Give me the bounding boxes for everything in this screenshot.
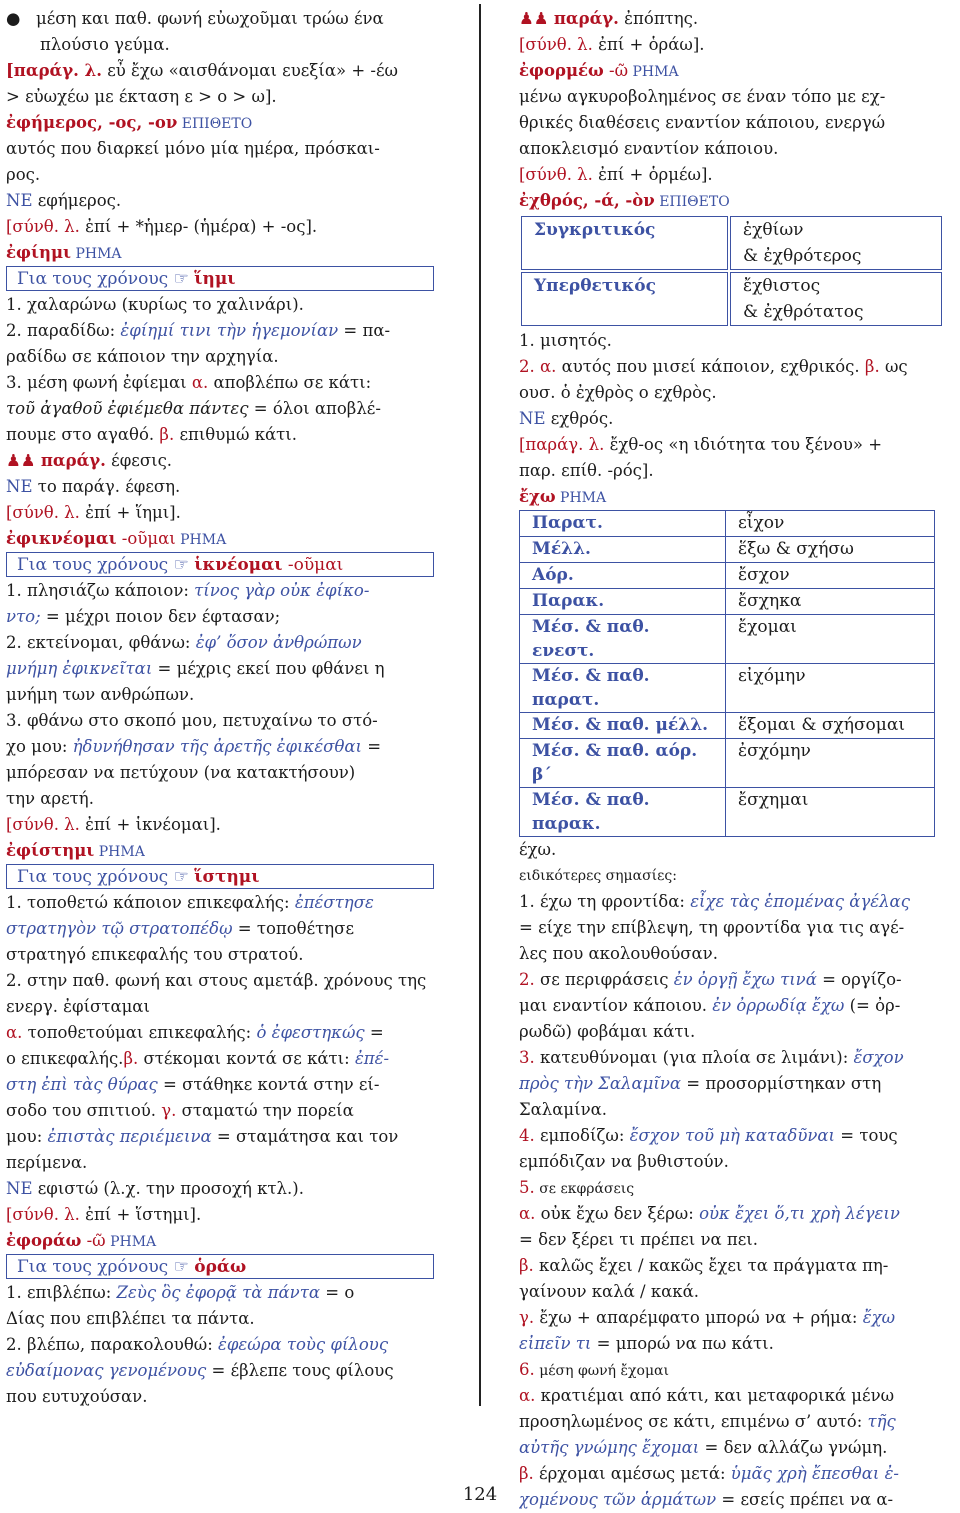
family-icon: ♟♟ [519,9,554,28]
tense-reference-box: Για τους χρόνους ☞ ὁράω [6,1254,434,1279]
form-value: ἔσχημαι [726,788,935,837]
text-line: = δεν ξέρει τι πρέπει να πει. [519,1230,758,1249]
table-row [520,589,935,615]
form-label: Μέσ. & παθ. μέλλ. [520,713,726,739]
text-line: μπόρεσαν να πετύχουν (να κατακτήσουν) [6,763,356,782]
text-line: ♟♟ παράγ. έφεσις. [6,451,173,470]
text-line: = είχε την επίβλεψη, τη φροντίδα για τις αγέ- [519,918,905,937]
entry-headword: ἐφήμερος, -ος, -ον ΕΠΙΘΕΤΟ [6,113,253,132]
text-line: ρωδῶ) φοβάμαι κάτι. [519,1022,696,1041]
tense-reference-box: Για τους χρόνους ☞ ἵημι [6,266,434,291]
text-line: α. κρατιέμαι από κάτι, και μεταφορικά μένω [519,1386,895,1405]
comparison-forms: ἐχθίων & ἐχθρότερος [730,216,942,270]
text-line: ΝΕ εχθρός. [519,409,614,428]
comparison-label: Υπερθετικός [521,272,728,326]
text-line: χομένους τῶν ἁρμάτων = εσείς πρέπει να α- [519,1490,894,1509]
text-line: ΝΕ εφήμερος. [6,191,122,210]
text-line: 4. εμποδίζω: ἔσχον τοῦ μὴ καταδῦναι = τους [519,1126,898,1145]
text-line: θρικές διαθέσεις εναντίον κάποιου, ενεργώ [519,113,886,132]
entry-headword: ἐφορμέω -ῶ ΡΗΜΑ [519,61,679,80]
form-value: εἶχον [726,511,935,537]
text-line: χο μου: ἠδυνήθησαν τῆς ἀρετῆς ἐφικέσθαι = [6,737,382,756]
text-line: αυτός που διαρκεί μόνο μία ημέρα, πρόσκαι- [6,139,380,158]
text-line: ΝΕ εφιστώ (λ.χ. την προσοχή κτλ.). [6,1179,304,1198]
table-row [520,511,935,537]
text-line: ενεργ. ἐφίσταμαι [6,997,150,1016]
text-line: β. έρχομαι αμέσως μετά: ὑμᾶς χρὴ ἔπεσθαι ἐ- [519,1464,900,1483]
text-line: ρος. [6,165,41,184]
entry-headword: ἔχω ΡΗΜΑ [519,487,607,506]
form-value: ἐσχόμην [726,739,935,788]
text-line: 2. στην παθ. φωνή και στους αμετάβ. χρόνους της [6,971,427,990]
text-line: στρατηγὸν τῷ στρατοπέδῳ = τοποθέτησε [6,919,354,938]
text-line: γ. ἔχω + απαρέμφατο μπορώ να + ρήμα: ἔχω [519,1308,896,1327]
text-line: μνήμη ἐφικνεῖται = μέχρις εκεί που φθάνει η [6,659,385,678]
text-line: αποκλεισμό εναντίον κάποιου. [519,139,779,158]
table-row [520,664,935,713]
table-row [521,272,942,326]
text-line: πουμε στο αγαθό. β. επιθυμώ κάτι. [6,425,297,444]
table-row [520,615,935,664]
tense-reference-box: Για τους χρόνους ☞ ἱκνέομαι -οῦμαι [6,552,434,577]
text-line: 1. επιβλέπω: Ζεὺς ὃς ἐφορᾷ τὰ πάντα = ο [6,1283,355,1302]
entry-headword: ἐφίστημι ΡΗΜΑ [6,841,145,860]
comparison-forms: ἔχθιστος & ἐχθρότατος [730,272,942,326]
text-line: προσηλωμένος σε κάτι, επιμένω σ’ αυτό: τῆς [519,1412,896,1431]
entry-headword: ἐφικνέομαι -οῦμαι ΡΗΜΑ [6,529,227,548]
right-column [519,6,955,1513]
entry-headword: ἐφοράω -ῶ ΡΗΜΑ [6,1231,157,1250]
comparison-label: Συγκριτικός [521,216,728,270]
form-value: ἔσχον [726,563,935,589]
text-line: 1. έχω τη φροντίδα: εἶχε τὰς ἑπομένας ἀγέλας [519,892,910,911]
table-row [520,537,935,563]
entry-headword: ἐφίημι ΡΗΜΑ [6,243,122,262]
page-number: 124 [462,1484,498,1505]
text-line: β. καλῶς ἔχει / κακῶς ἔχει τα πράγματα πη- [519,1256,889,1275]
column-divider [479,4,481,1406]
text-line: [παράγ. λ. ἔχθ-ος «η ιδιότητα του ξένου» + [519,435,883,454]
form-label: Μέσ. & παθ. αόρ. β΄ [520,739,726,788]
text-line: [σύνθ. λ. ἐπί + ὁρμέω]. [519,165,713,184]
table-row [521,216,942,270]
text-line: ● μέση και παθ. φωνή εὐωχοῦμαι τρώω ένα [6,6,470,32]
entry-headword: ἐχθρός, -ά, -ὸν ΕΠΙΘΕΤΟ [519,191,730,210]
text-line: μαι εναντίον κάποιου. ἐν ὀρρωδίᾳ ἔχω (= ὀρ- [519,996,901,1015]
text-line: λες που ακολουθούσαν. [519,944,718,963]
text-line: ντο; = μέχρι ποιον δεν έφτασαν; [6,607,281,626]
text-line: στρατηγό επικεφαλής του στρατού. [6,945,304,964]
text-line: [σύνθ. λ. ἐπί + ἵημι]. [6,503,181,522]
comparison-table [519,214,944,328]
left-column [6,6,470,1410]
text-line: > εὐωχέω με έκταση ε > ο > ω]. [6,87,277,106]
text-line: 2. α. αυτός που μισεί κάποιον, εχθρικός. β. ως [519,357,908,376]
text-line: Δίας που επιβλέπει τα πάντα. [6,1309,255,1328]
text-line: παρ. επίθ. -ρός]. [519,461,654,480]
form-label: Αόρ. [520,563,726,589]
text-line: 3. κατευθύνομαι (για πλοία σε λιμάνι): ἔσχον [519,1048,904,1067]
text-line: μένω αγκυροβολημένος σε έναν τόπο με εχ- [519,87,886,106]
text-line: μνήμη των ανθρώπων. [6,685,195,704]
text-line: αὐτῆς γνώμης ἔχομαι = δεν αλλάζω γνώμη. [519,1438,888,1457]
table-row [520,739,935,788]
text-line: γαίνουν καλά / κακά. [519,1282,700,1301]
text-line: την αρετή. [6,789,94,808]
principal-parts-table [519,510,935,837]
text-line: α. οὐκ ἔχω δεν ξέρω: οὐκ ἔχει ὅ,τι χρὴ λέγειν [519,1204,900,1223]
text-line: ΝΕ το παράγ. έφεση. [6,477,181,496]
text-line: εἰπεῖν τι = μπορώ να πω κάτι. [519,1334,774,1353]
form-value: ἔχομαι [726,615,935,664]
text-line: 1. χαλαρώνω (κυρίως το χαλινάρι). [6,295,304,314]
text-line: πρὸς τὴν Σαλαμῖνα = προσορμίστηκαν στη [519,1074,882,1093]
text-line: 3. μέση φωνή ἐφίεμαι α. αποβλέπω σε κάτι: [6,373,372,392]
text-line: Σαλαμίνα. [519,1100,608,1119]
text-line: έχω. [519,840,557,859]
text-line: που ευτυχούσαν. [6,1387,148,1406]
text-line: σοδο του σπιτιού. γ. σταματώ την πορεία [6,1101,354,1120]
text-line: [σύνθ. λ. ἐπί + *ἡμερ- (ἡμέρα) + -ος]. [6,217,318,236]
text-line: ραδίδω σε κάποιον την αρχηγία. [6,347,279,366]
table-row [520,713,935,739]
form-label: Μέλλ. [520,537,726,563]
text-line: α. τοποθετούμαι επικεφαλής: ὁ ἐφεστηκώς = [6,1023,384,1042]
text-line: [σύνθ. λ. ἐπί + ἵστημι]. [6,1205,202,1224]
text-line: ♟♟ παράγ. ἐπόπτης. [519,9,699,28]
table-row [520,788,935,837]
text-line: ο επικεφαλής.β. στέκομαι κοντά σε κάτι: ἐπέ- [6,1049,390,1068]
text-line: 2. σε περιφράσεις ἐν ὀργῇ ἔχω τινά = οργίζο- [519,970,902,989]
text-line: περίμενα. [6,1153,88,1172]
form-value: ἕξομαι & σχήσομαι [726,713,935,739]
text-line: τοῦ ἀγαθοῦ ἐφιέμεθα πάντες = όλοι αποβλέ- [6,399,381,418]
text-line: 1. μισητός. [519,331,612,350]
form-label: Παρατ. [520,511,726,537]
text-line: εμπόδιζαν να βυθιστούν. [519,1152,729,1171]
text-line: [παράγ. λ. εὖ ἔχω «αισθάνομαι ευεξία» + -έω [6,61,398,80]
text-line: στη ἐπὶ τὰς θύρας = στάθηκε κοντά στην εί- [6,1075,380,1094]
form-label: Μέσ. & παθ. παρατ. [520,664,726,713]
text-line: ουσ. ὁ ἐχθρὸς ο εχθρὸς. [519,383,717,402]
text-line: μου: ἐπιστὰς περιέμεινα = σταμάτησα και τον [6,1127,399,1146]
text-line: 1. τοποθετώ κάποιον επικεφαλής: ἐπέστησε [6,893,374,912]
text-line: 2. βλέπω, παρακολουθώ: ἐφεώρα τοὺς φίλους [6,1335,389,1354]
text-line: ειδικότερες σημασίες: [519,868,677,884]
text-line: εὐδαίμονας γενομένους = έβλεπε τους φίλους [6,1361,394,1380]
bullet-icon: ● [6,9,21,28]
table-row [520,563,935,589]
text-line: πλούσιο γεύμα. [40,35,170,54]
text-line: 2. παραδίδω: ἐφίημί τινι τὴν ἡγεμονίαν = πα- [6,321,391,340]
form-value: ἔσχηκα [726,589,935,615]
family-icon: ♟♟ [6,451,41,470]
text-line: [σύνθ. λ. ἐπί + ἱκνέομαι]. [6,815,221,834]
text-line: 5. σε εκφράσεις [519,1178,635,1197]
form-label: Παρακ. [520,589,726,615]
text-line: 2. εκτείνομαι, φθάνω: ἐφ’ ὅσον ἀνθρώπων [6,633,362,652]
form-label: Μέσ. & παθ. παρακ. [520,788,726,837]
form-label: Μέσ. & παθ. ενεστ. [520,615,726,664]
tense-reference-box: Για τους χρόνους ☞ ἵστημι [6,864,434,889]
text-line: 6. μέση φωνή ἔχομαι [519,1360,669,1379]
text-line: [σύνθ. λ. ἐπί + ὁράω]. [519,35,705,54]
form-value: ἕξω & σχήσω [726,537,935,563]
form-value: εἰχόμην [726,664,935,713]
text-line: 1. πλησιάζω κάποιον: τίνος γὰρ οὐκ ἐφίκο- [6,581,370,600]
text-line: 3. φθάνω στο σκοπό μου, πετυχαίνω το στό- [6,711,378,730]
